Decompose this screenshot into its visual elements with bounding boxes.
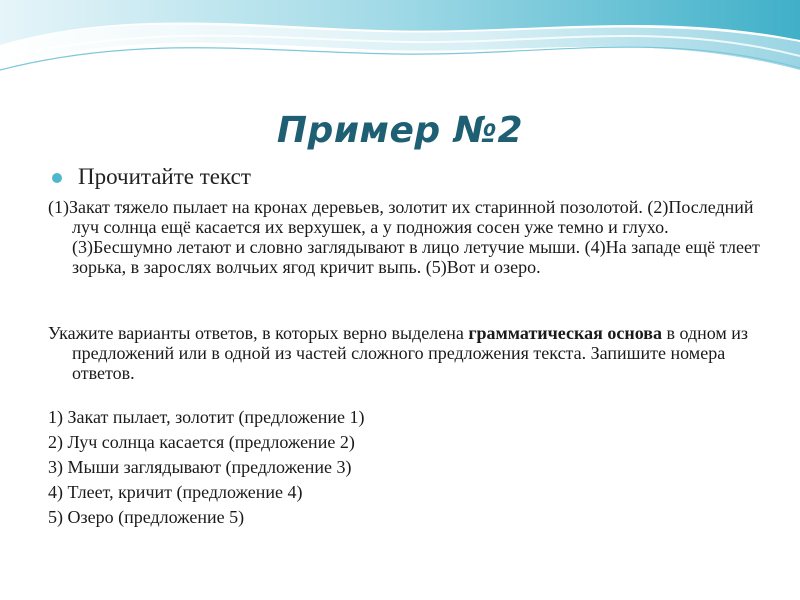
task-text: [48, 323, 768, 383]
task-text-before: Укажите варианты ответов, в которых верно выделена: [48, 323, 469, 343]
answer-item: 5) Озеро (предложение 5): [48, 507, 245, 527]
answer-list: [48, 405, 364, 530]
header-wave-decoration: [0, 0, 800, 100]
answer-item: 3) Мыши заглядывают (предложение 3): [48, 457, 352, 477]
passage-text: (1)Закат тяжело пылает на кронах деревьев, золотит их старинной позолотой. (2)Последний луч солнца ещё касается их верхушек, а у подножия сосен уже темно и глухо. (3)Бесшумно летают и словно заглядывают в лицо летучие мыши. (4)На западе ещё тлеет зорька, в зарослях волчьих ягод кричит выпь. (5)Вот и озеро.: [48, 197, 760, 277]
task-text-bold: грамматическая основа: [468, 323, 662, 343]
slide-title: Пример №2: [276, 110, 524, 151]
answer-item: 1) Закат пылает, золотит (предложение 1): [48, 407, 365, 427]
answer-item: 4) Тлеет, кричит (предложение 4): [48, 482, 303, 502]
bullet-text: Прочитайте текст: [78, 164, 251, 189]
bullet-item: [52, 164, 251, 190]
bullet-dot-icon: [52, 173, 62, 183]
task-text-after: в одном из предложений или в одной из частей сложного предложения текста. Запишите номера ответов.: [72, 323, 749, 383]
answer-item: 2) Луч солнца касается (предложение 2): [48, 432, 355, 452]
